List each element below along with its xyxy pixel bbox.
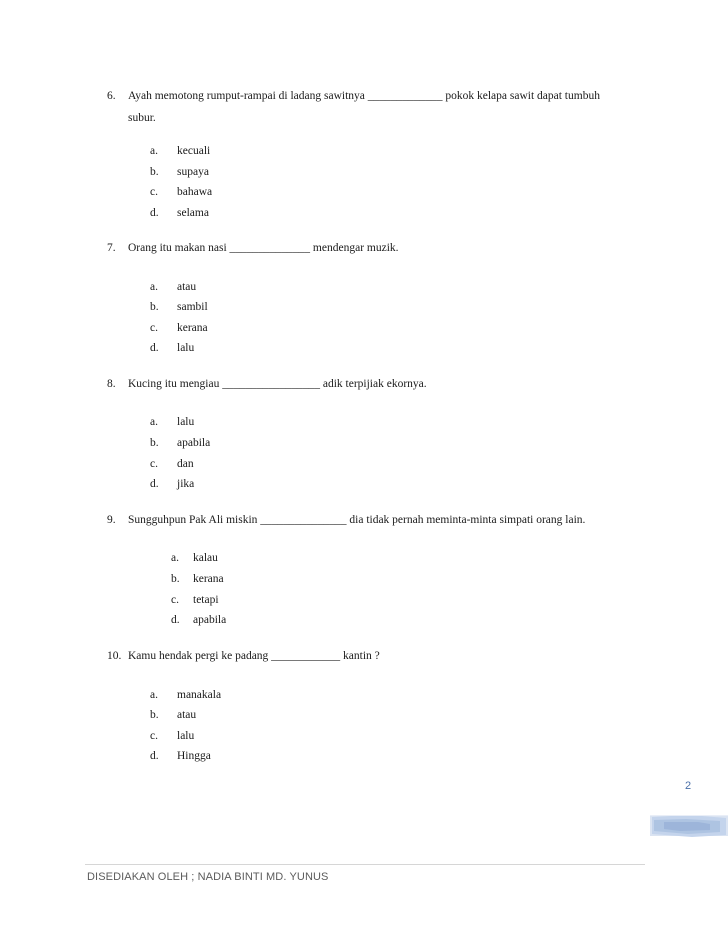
option-text: lalu	[177, 730, 195, 742]
option-label: c.	[150, 322, 158, 334]
option-text: atau	[177, 709, 197, 721]
option-label: c.	[150, 186, 158, 198]
option-text: dan	[177, 458, 194, 470]
page-corner-decoration	[650, 810, 728, 840]
option-label: c.	[150, 458, 158, 470]
option-text: kerana	[177, 322, 208, 334]
option-label: a.	[150, 689, 158, 701]
question-text-line1: Ayah memotong rumput-rampai di ladang sawitnya _____________ pokok kelapa sawit dapat tumbuh	[128, 90, 600, 102]
question-number: 9.	[107, 514, 116, 526]
option-text: manakala	[177, 689, 222, 701]
option-text: apabila	[193, 614, 227, 626]
option-label: d.	[150, 478, 159, 490]
option-text: jika	[177, 478, 195, 490]
option-label: d.	[150, 342, 159, 354]
option-label: a.	[150, 416, 158, 428]
option-text: lalu	[177, 416, 195, 428]
option-text: kerana	[193, 573, 224, 585]
question-number: 10.	[107, 650, 122, 662]
question-text: Orang itu makan nasi ______________ mendengar muzik.	[128, 242, 399, 254]
option-text: kecuali	[177, 145, 211, 157]
option-label: d.	[150, 750, 159, 762]
option-text: apabila	[177, 437, 211, 449]
question-number: 8.	[107, 378, 116, 390]
option-label: b.	[150, 301, 159, 313]
option-label: d.	[150, 207, 159, 219]
question-number: 7.	[107, 242, 116, 254]
option-text: atau	[177, 281, 197, 293]
page-number: 2	[685, 780, 692, 792]
option-text: selama	[177, 207, 209, 219]
footer-author: DISEDIAKAN OLEH ; NADIA BINTI MD. YUNUS	[87, 871, 329, 883]
option-label: b.	[150, 437, 159, 449]
question-text-line2: subur.	[128, 112, 156, 124]
option-text: sambil	[177, 301, 208, 313]
option-label: b.	[150, 166, 159, 178]
question-text: Kucing itu mengiau _________________ adik terpijiak ekornya.	[128, 378, 427, 390]
option-label: d.	[171, 614, 180, 626]
option-label: a.	[150, 145, 158, 157]
option-text: supaya	[177, 166, 209, 178]
option-label: a.	[171, 552, 179, 564]
option-text: kalau	[193, 552, 218, 564]
option-label: b.	[150, 709, 159, 721]
option-text: lalu	[177, 342, 195, 354]
option-label: c.	[171, 594, 179, 606]
question-number: 6.	[107, 90, 116, 102]
option-label: c.	[150, 730, 158, 742]
footer-divider	[85, 864, 645, 865]
option-text: Hingga	[177, 750, 211, 762]
option-label: a.	[150, 281, 158, 293]
option-text: bahawa	[177, 186, 213, 198]
question-text: Sungguhpun Pak Ali miskin _______________ dia tidak pernah meminta-minta simpati orang lain.	[128, 514, 586, 526]
question-text: Kamu hendak pergi ke padang ____________ kantin ?	[128, 650, 380, 662]
option-text: tetapi	[193, 594, 219, 606]
option-label: b.	[171, 573, 180, 585]
